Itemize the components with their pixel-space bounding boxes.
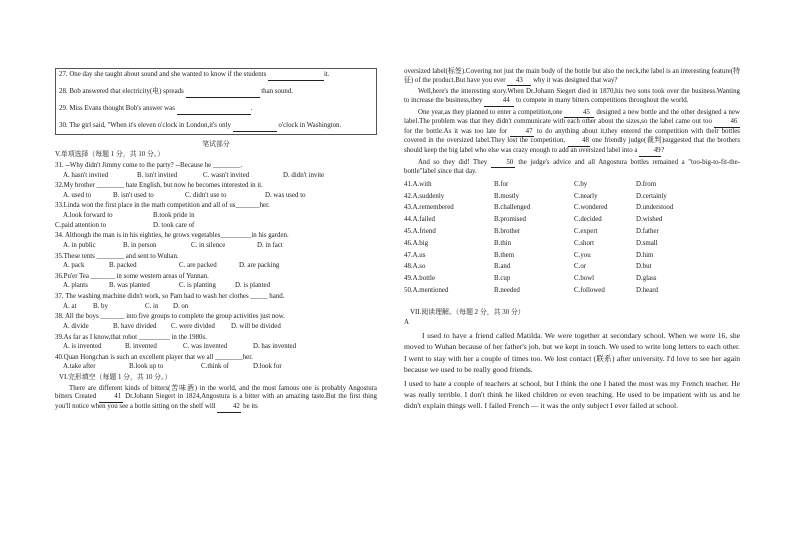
- mc-question-33: 33.Linda won the first place in the math competition and all of us_______her. A.look forward to B.took pride in C.paid attention to D. took care of: [55, 202, 270, 229]
- passage-paragraph-1: I used to have a friend called Matilda. We were together at secondary school. When we were 16, she moved to Wuhan because of her father's job, but we kept in touch. We used to write long letters to each other. I went to stay with her a couple of times too. We lost contact (联系) after university. I'd love to see her again because we used to be really good friends.: [404, 331, 740, 375]
- option[interactable]: C.bowl: [574, 275, 595, 283]
- mc-question-31: 31. --Why didn't Jimmy come to the party? --Because he ________. A. hasn't invited B. isn't invited C. wasn't invited D. didn't invite: [55, 161, 325, 179]
- option[interactable]: D.him: [636, 251, 654, 259]
- option[interactable]: 45.A.friend: [404, 228, 436, 236]
- option[interactable]: B. isn't invited: [137, 171, 178, 179]
- option[interactable]: B.thin: [494, 239, 512, 247]
- cloze-option-row: [404, 240, 740, 252]
- passage-label: A: [404, 319, 409, 327]
- option[interactable]: 43.A.remembered: [404, 204, 454, 212]
- option[interactable]: C.expert: [574, 228, 598, 236]
- answer-box: [55, 68, 377, 135]
- cloze-blank-46[interactable]: 46: [714, 118, 740, 128]
- option[interactable]: 47.A.us: [404, 251, 426, 259]
- section-vii-heading: VII.阅读理解。（每题 2 分，共 30 分）: [410, 308, 525, 316]
- option[interactable]: D. took care of: [153, 221, 195, 229]
- answer-blank[interactable]: [186, 88, 260, 98]
- option[interactable]: B.and: [494, 263, 511, 271]
- answer-blank[interactable]: [268, 71, 324, 81]
- cloze-options: [404, 181, 740, 299]
- option[interactable]: A. at: [63, 302, 77, 310]
- box-item-30: 30. The girl said, "When it's eleven o'clock in London,it's only o'clock in Washington.: [59, 122, 372, 132]
- option[interactable]: C. is planting: [179, 282, 216, 290]
- answer-blank[interactable]: [233, 122, 277, 132]
- option[interactable]: B.promised: [494, 216, 526, 224]
- option[interactable]: B.challenged: [494, 204, 531, 212]
- option[interactable]: C. wasn't invited: [203, 171, 250, 179]
- option[interactable]: B.them: [494, 251, 515, 259]
- option[interactable]: B. have divided: [113, 322, 157, 330]
- cloze-option-row: [404, 193, 740, 205]
- option[interactable]: D.look for: [253, 363, 282, 371]
- option[interactable]: C.short: [574, 239, 595, 247]
- option[interactable]: D.from: [636, 180, 657, 188]
- option[interactable]: C.paid attention to: [55, 221, 107, 229]
- option[interactable]: C. in: [145, 302, 159, 310]
- option[interactable]: C. are packed: [179, 262, 217, 270]
- section-vi-heading: VI.完形填空（每题 1 分，共 10 分。）: [59, 374, 172, 381]
- answer-blank[interactable]: [177, 105, 251, 115]
- cloze-option-row: [404, 275, 740, 287]
- option[interactable]: 49.A.bottle: [404, 275, 436, 283]
- option[interactable]: B. invented: [125, 343, 157, 351]
- option[interactable]: 50.A.mentioned: [404, 287, 449, 295]
- option[interactable]: D.small: [636, 239, 658, 247]
- written-section-title: 笔试部分: [202, 140, 230, 148]
- cloze-paragraph-3: One year,as they planned to enter a competition,one 45 designed a new bottle and the other designed a new label.The problem was that they didn't communicate with each other about the sizes,so the label came out too 46 for the bottle.As it was too late for 47 to do anything about it,they entered the competition with their bottles covered in the oversized label.They lost the competition, 48 one friendly judge(裁判)suggested that the brothers should keep the big label who else was crazy enough to add an oversized label into a 49?: [404, 109, 740, 157]
- mc-question-40: 40.Quan Hongchan is such an excellent player that we all ________her. A.take after B.look up to C.think of D.look for: [55, 353, 282, 371]
- option[interactable]: B.brother: [494, 228, 521, 236]
- cloze-option-row: [404, 263, 740, 275]
- option[interactable]: B. in person: [123, 241, 157, 249]
- cloze-blank-47[interactable]: 47: [510, 128, 534, 138]
- option[interactable]: D.wished: [636, 216, 663, 224]
- option[interactable]: C.or: [574, 263, 587, 271]
- cloze-option-row: [404, 216, 740, 228]
- cloze-blank-42[interactable]: 42: [217, 403, 241, 413]
- option[interactable]: B.look up to: [129, 363, 164, 371]
- option[interactable]: C. were divided: [171, 322, 215, 330]
- option[interactable]: D.glass: [636, 275, 657, 283]
- option[interactable]: 46.A.big: [404, 239, 429, 247]
- option[interactable]: A. used to: [63, 191, 92, 199]
- right-column: [404, 68, 740, 414]
- option[interactable]: D.certainly: [636, 192, 667, 200]
- section-v-heading: V.单项选择（每题 1 分，共 10 分。）: [55, 151, 165, 159]
- option[interactable]: D. didn't invite: [283, 171, 325, 179]
- cloze-blank-50[interactable]: 50: [491, 159, 515, 169]
- box-item-27: 27. One day she taught about sound and she wanted to know if the students it.: [59, 71, 372, 88]
- cloze-paragraph-1-cont: oversized label(标签).Covering not just the main body of the bottle but also the neck,the label is an interesting feature(特征) of the product.But have you ever 43 why it was designed that way?: [404, 68, 740, 86]
- mc-question-34: 34. Although the man is in his eighties, he grows vegetables_________in his garden. A. in public B. in person C. in silence D. in fact: [55, 232, 289, 249]
- option[interactable]: D. was used to: [265, 191, 306, 199]
- cloze-blank-41[interactable]: 41: [99, 393, 123, 403]
- option[interactable]: B.mostly: [494, 192, 520, 200]
- cloze-paragraph-2: Well,here's the interesting story.When Dr.Johann Siegert died in 1870,his two sons took over the business.Wanting to increase the business,they 44 to compete in many bitters competitions throughout the world.: [404, 88, 740, 106]
- option[interactable]: D.but: [636, 263, 652, 271]
- option[interactable]: D. in fact: [257, 241, 283, 249]
- option[interactable]: B. by: [93, 302, 108, 310]
- cloze-paragraph-4: And so they did! They 50 the judge's advice and all Angostura bottles remained a "too-big-to-fit-the-bottle"label since that day.: [404, 158, 740, 176]
- passage-paragraph-2: I used to hate a couple of teachers at school, but I think the one I hated the most was my French teacher. He was really terrible. I don't think he liked children or even teaching. He used to be impatient with us and he didn't explain things well. I failed French — it was the only subject I ever failed at school.: [404, 378, 740, 411]
- option[interactable]: D. has invented: [253, 343, 297, 351]
- cloze-blank-43[interactable]: 43: [507, 77, 531, 87]
- option[interactable]: C.nearly: [574, 192, 598, 200]
- option[interactable]: B.for: [494, 180, 509, 188]
- cloze-blank-45[interactable]: 45: [564, 109, 594, 119]
- box-item-28: 28. Bob answered that electricity(电) spreads than sound.: [59, 88, 372, 105]
- option[interactable]: 48.A.so: [404, 263, 426, 271]
- option[interactable]: D. is planted: [235, 282, 271, 290]
- option[interactable]: C.decided: [574, 216, 602, 224]
- cloze-blank-48[interactable]: 48: [568, 137, 590, 147]
- cloze-paragraph-1: There are different kinds of bitters(苦味酒) in the world, and the most famous one is probably Angostura bitters Created 41 Dr.Johann Siegert in 1824,Angostura is a bitter with an amazing taste.But the first thing you'll notice when you see a bottle sitting on the shelf will 42 be its: [55, 385, 377, 413]
- cloze-blank-49[interactable]: 49: [639, 147, 661, 157]
- mc-question-37: 37. The washing machine didn't work, so Pam had to wash her clothes _____ hand. A. at B. by C. in D. on: [55, 293, 285, 310]
- option[interactable]: C.you: [574, 251, 591, 259]
- cloze-option-row: [404, 181, 740, 193]
- cloze-option-row: [404, 204, 740, 216]
- option[interactable]: B.cup: [494, 275, 511, 283]
- option[interactable]: A. in public: [63, 241, 96, 249]
- option[interactable]: B.took pride in: [153, 212, 195, 219]
- mc-question-32: 32.My brother ________ hate English, but now he becomes interested in it. A. used to B. isn't used to C. didn't use to D. was used to: [55, 182, 306, 199]
- option[interactable]: A.take after: [63, 363, 96, 371]
- mc-question-39: 39.As far as I know,that robot _________ in the 1980s. A. is invented B. invented C. was invented D. has invented: [55, 333, 297, 351]
- option[interactable]: B. isn't used to: [113, 191, 154, 199]
- option[interactable]: D.understood: [636, 204, 674, 212]
- left-column: [55, 68, 377, 415]
- option[interactable]: 42.A.suddenly: [404, 192, 445, 200]
- option[interactable]: D. on: [173, 302, 189, 310]
- option[interactable]: 41.A.with: [404, 180, 432, 188]
- option[interactable]: C.by: [574, 180, 588, 188]
- option[interactable]: C.wondered: [574, 204, 608, 212]
- option[interactable]: D. are packing: [239, 262, 280, 270]
- option[interactable]: B. was planted: [109, 282, 150, 290]
- option[interactable]: B.needed: [494, 287, 520, 295]
- option[interactable]: D.father: [636, 228, 659, 236]
- option[interactable]: D.heard: [636, 287, 659, 295]
- mc-question-38: 38. All the boys _______ into five groups to complete the group activities just now. A. divide B. have divided C. were divided D. will be divided: [55, 313, 285, 330]
- cloze-option-row: [404, 228, 740, 240]
- option[interactable]: C.followed: [574, 287, 605, 295]
- option[interactable]: 44.A.failed: [404, 216, 435, 224]
- option[interactable]: A. is invented: [63, 343, 102, 351]
- box-item-29: 29. Miss Evans thought Bob's answer was .: [59, 105, 372, 122]
- option[interactable]: C. in silence: [191, 241, 226, 249]
- mc-question-36: 36.Pu'er Tea _______ in some western areas of Yunnan. A. plants B. was planted C. is planting D. is planted: [55, 272, 271, 290]
- reading-passage-a: [404, 330, 740, 412]
- option[interactable]: A. divide: [63, 322, 89, 330]
- option[interactable]: C.think of: [201, 363, 229, 371]
- option[interactable]: C. was invented: [183, 343, 228, 351]
- option[interactable]: C. didn't use to: [185, 191, 227, 199]
- option[interactable]: B. packed: [109, 262, 137, 270]
- option[interactable]: D. will be divided: [231, 322, 281, 330]
- option[interactable]: A. plants: [63, 282, 88, 290]
- cloze-option-row: [404, 287, 740, 299]
- option[interactable]: A. pack: [63, 262, 85, 270]
- mc-question-35: 35.These tents ________ and sent to Wuhan. A. pack B. packed C. are packed D. are packing: [55, 252, 280, 270]
- cloze-blank-44[interactable]: 44: [484, 97, 514, 107]
- option[interactable]: A. hasn't invited: [63, 171, 109, 179]
- cloze-option-row: [404, 252, 740, 264]
- option[interactable]: A.look forward to: [63, 212, 113, 219]
